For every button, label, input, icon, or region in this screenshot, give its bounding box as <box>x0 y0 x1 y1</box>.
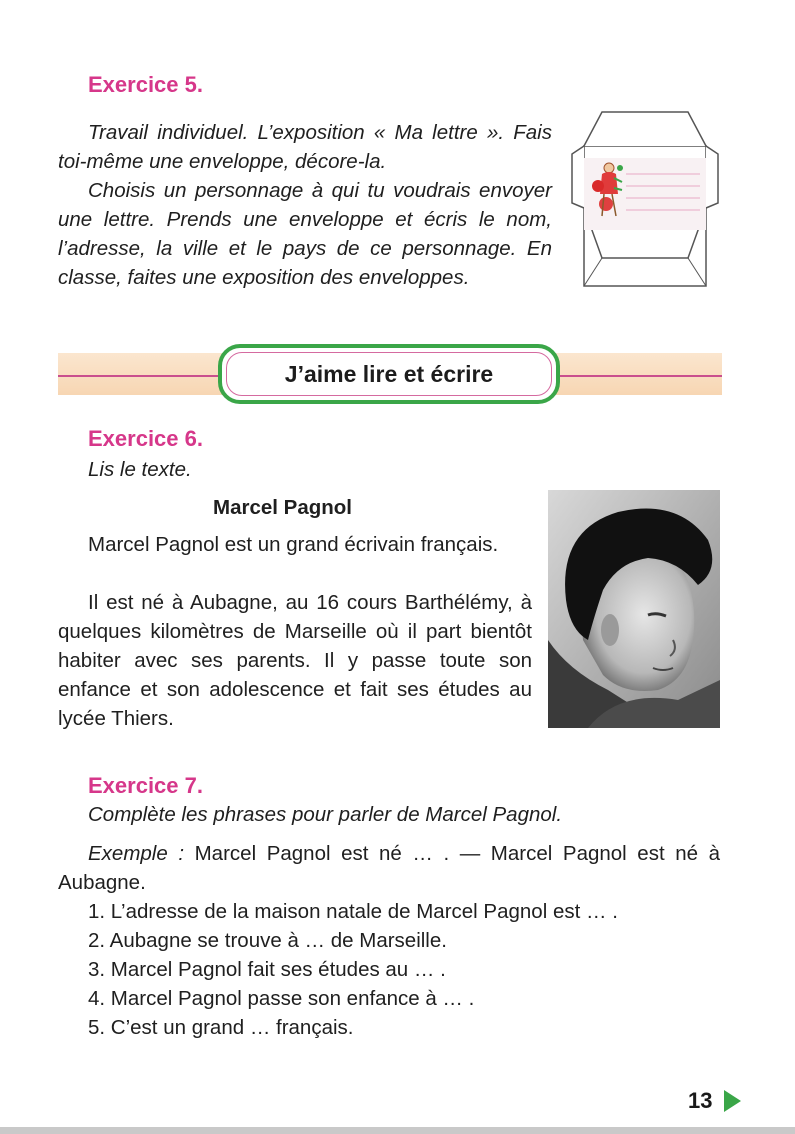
envelope-illustration <box>562 108 727 293</box>
list-item: 4. Marcel Pagnol passe son enfance à … . <box>88 987 475 1010</box>
next-page-arrow-icon[interactable] <box>724 1090 741 1112</box>
exercise-7-list <box>88 897 618 1042</box>
bottom-divider <box>0 1127 795 1134</box>
exercise-5-instruction <box>58 118 552 292</box>
exercise-5-text-2: Choisis un personnage à qui tu voudrais envoyer une lettre. Prends une enveloppe et écris le nom, l’adresse, la ville et le pays de ce personnage. En classe, faites une exposition des enveloppes. <box>58 179 552 289</box>
exercise-7-title: Exercice 7. <box>88 773 203 798</box>
list-item: 3. Marcel Pagnol fait ses études au … . <box>88 958 446 981</box>
example-label: Exemple : <box>88 842 185 865</box>
article-title: Marcel Pagnol <box>213 496 352 519</box>
exercise-7-instruction: Complète les phrases pour parler de Marcel Pagnol. <box>88 803 563 826</box>
exercise-6-instruction: Lis le texte. <box>88 458 192 481</box>
banner-line-right <box>560 375 722 377</box>
banner-line-left <box>58 375 220 377</box>
list-item: 5. C’est un grand … français. <box>88 1016 354 1039</box>
author-portrait-photo <box>548 490 720 728</box>
exercise-7-example <box>58 839 720 897</box>
list-item: 1. L’adresse de la maison natale de Marcel Pagnol est … . <box>88 900 618 923</box>
exercise-5-title: Exercice 5. <box>88 72 203 97</box>
section-title: J’aime lire et écrire <box>284 360 494 387</box>
exercise-6-title: Exercice 6. <box>88 426 203 451</box>
article-paragraph-2: Il est né à Aubagne, au 16 cours Barthélémy, à quelques kilomètres de Marseille où il part bientôt habiter avec ses parents. Il y passe toute son enfance et son adolescence et fait ses études au lycée Thiers. <box>58 591 532 730</box>
article-paragraph-1: Marcel Pagnol est un grand écrivain français. <box>88 533 499 556</box>
example-text: Marcel Pagnol est né … . — Marcel Pagnol est né à Aubagne. <box>58 842 720 894</box>
section-banner <box>218 344 560 404</box>
page-number: 13 <box>688 1088 713 1113</box>
exercise-5-text: Travail individuel. L’exposition « Ma lettre ». Fais toi-même une enveloppe, décore-la. <box>58 121 552 173</box>
list-item: 2. Aubagne se trouve à … de Marseille. <box>88 929 447 952</box>
